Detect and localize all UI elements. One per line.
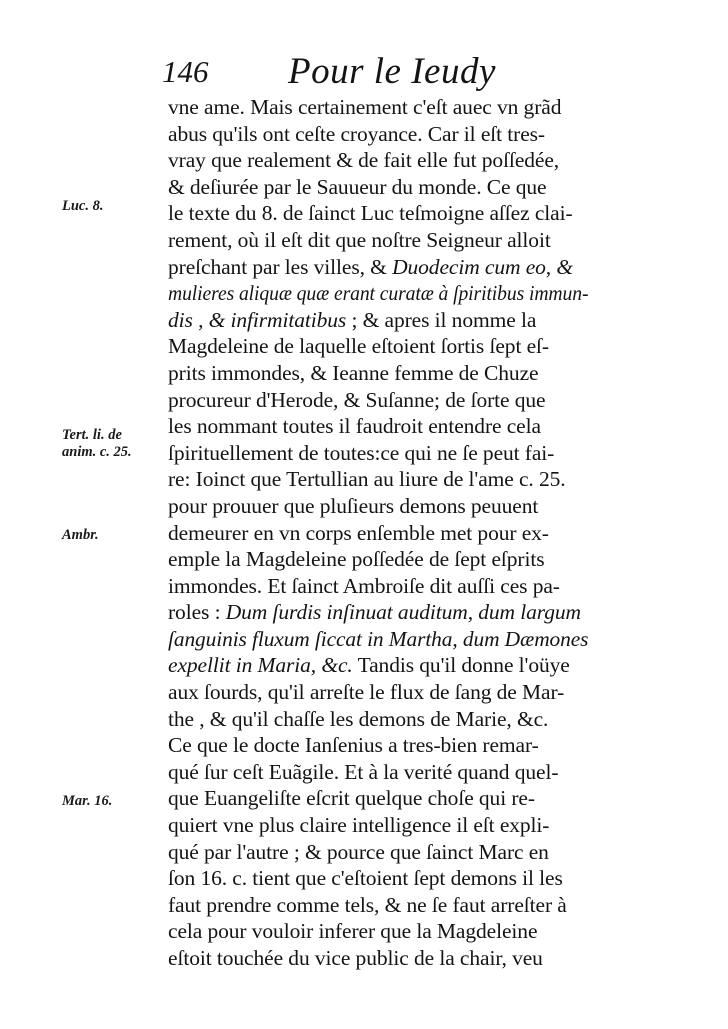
- marginal-note-line: Tert. li. de: [62, 427, 122, 443]
- latin-quotation: dis , & infirmitatibus: [168, 307, 347, 332]
- text-line: [168, 573, 588, 600]
- text-line: [168, 440, 588, 467]
- text-segment: cela pour vouloir inferer que la Magdeleine: [168, 919, 538, 944]
- text-segment: immondes. Et ſainct Ambroiſe dit auſſi ces pa-: [168, 573, 560, 598]
- text-line: [168, 333, 588, 360]
- text-line: [168, 546, 588, 573]
- text-line: [168, 626, 589, 653]
- text-line: [168, 147, 588, 174]
- text-segment: & deſiurée par le Sauueur du monde. Ce que: [168, 174, 547, 199]
- text-line: [168, 706, 588, 733]
- text-segment: le texte du 8. de ſainct Luc teſmoigne aſſez clai-: [168, 201, 573, 226]
- text-segment: quiert vne plus claire intelligence il eſt expli-: [168, 813, 550, 838]
- text-segment: vne ame. Mais certainement c'eſt auec vn grãd: [168, 95, 562, 119]
- text-segment: les nommant toutes il faudroit entendre cela: [168, 414, 541, 439]
- text-line: [168, 121, 588, 148]
- text-line: [168, 732, 588, 759]
- text-segment: procureur d'Herode, & Suſanne; de ſorte que: [168, 387, 546, 412]
- latin-quotation: expellit in Maria, &c.: [168, 653, 353, 678]
- text-line: [168, 812, 588, 839]
- text-segment: Magdeleine de laquelle eſtoient ſortis ſept eſ-: [168, 334, 549, 359]
- text-segment: re: Ioinct que Tertullian au liure de l'ame c. 25.: [168, 467, 566, 492]
- text-line: [168, 227, 588, 254]
- latin-quotation: mulieres aliquæ quæ erant curatæ à ſpiritibus immun-: [168, 281, 589, 306]
- text-line: [168, 652, 588, 679]
- text-line: [168, 280, 589, 307]
- latin-quotation: Duodecim cum eo, &: [392, 254, 573, 279]
- text-segment: eſtoit touchée du vice public de la chair, veu: [168, 946, 543, 970]
- text-line: [168, 413, 588, 440]
- latin-quotation: Dum ſurdis inſinuat auditum, dum largum: [225, 600, 581, 625]
- text-segment: ; & apres il nomme la: [346, 307, 537, 332]
- marginal-note-luc: [62, 198, 103, 215]
- marginal-note-ambroise: [62, 527, 99, 544]
- text-segment: abus qu'ils ont ceſte croyance. Car il eſt tres-: [168, 121, 545, 146]
- text-line: [168, 200, 588, 227]
- page-header: [160, 48, 580, 94]
- text-segment: ſon 16. c. tient que c'eſtoient ſept demons il les: [168, 866, 563, 891]
- text-segment: emple la Magdeleine poſſedée de ſept eſprits: [168, 547, 545, 572]
- text-line: [168, 785, 588, 812]
- text-segment: aux ſourds, qu'il arreſte le flux de ſang de Mar-: [168, 680, 565, 705]
- latin-quotation: ſanguinis fluxum ſiccat in Martha, dum Dæmones: [168, 626, 589, 651]
- text-line: [168, 520, 588, 547]
- text-line: [168, 918, 588, 945]
- text-line: [168, 759, 588, 786]
- text-segment: ſpirituellement de toutes:ce qui ne ſe peut fai-: [168, 440, 555, 465]
- text-segment: pour prouuer que pluſieurs demons peuuent: [168, 493, 539, 518]
- page-number: 146: [162, 54, 209, 89]
- text-segment: demeurer en vn corps enſemble met pour ex-: [168, 520, 549, 545]
- text-segment: faut prendre comme tels, & ne ſe faut arreſter à: [168, 892, 567, 917]
- text-line: [168, 679, 588, 706]
- text-line: [168, 387, 588, 414]
- text-line: [168, 466, 588, 493]
- text-segment: qué ſur ceſt Euãgile. Et à la verité quand quel-: [168, 759, 559, 784]
- text-line: [168, 493, 588, 520]
- text-line: [168, 839, 588, 866]
- text-segment: qué par l'autre ; & pource que ſainct Marc en: [168, 839, 549, 864]
- marginal-note-line: Mar. 16.: [62, 793, 113, 809]
- body-text: [168, 94, 588, 972]
- text-line: [168, 94, 588, 121]
- text-segment: que Euangeliſte eſcrit quelque choſe qui re-: [168, 786, 535, 811]
- text-line: [168, 945, 588, 972]
- text-line: [168, 599, 588, 626]
- text-line: [168, 360, 588, 387]
- text-segment: preſchant par les villes, &: [168, 254, 393, 279]
- text-segment: Tandis qu'il donne l'oüye: [352, 653, 570, 678]
- text-line: [168, 892, 588, 919]
- marginal-note-line: Luc. 8.: [62, 198, 104, 214]
- running-title: Pour le Ieudy: [288, 51, 496, 92]
- text-line: [168, 307, 588, 334]
- text-segment: Ce que le docte Ianſenius a tres-bien remar-: [168, 733, 539, 758]
- text-segment: the , & qu'il chaſſe les demons de Marie, &c.: [168, 706, 549, 731]
- marginal-note-line: anim. c. 25.: [62, 444, 132, 460]
- text-line: [168, 865, 588, 892]
- marginal-note-tertullian: [62, 427, 132, 461]
- marginal-note-marc: [62, 793, 112, 810]
- text-segment: roles :: [168, 600, 226, 625]
- text-segment: rement, où il eſt dit que noſtre Seigneur alloit: [168, 227, 551, 252]
- text-segment: vray que realement & de fait elle fut poſſedée,: [168, 148, 560, 173]
- text-line: [168, 174, 588, 201]
- text-segment: prits immondes, & Ieanne femme de Chuze: [168, 360, 539, 385]
- text-line: [168, 254, 588, 281]
- marginal-note-line: Ambr.: [62, 527, 99, 543]
